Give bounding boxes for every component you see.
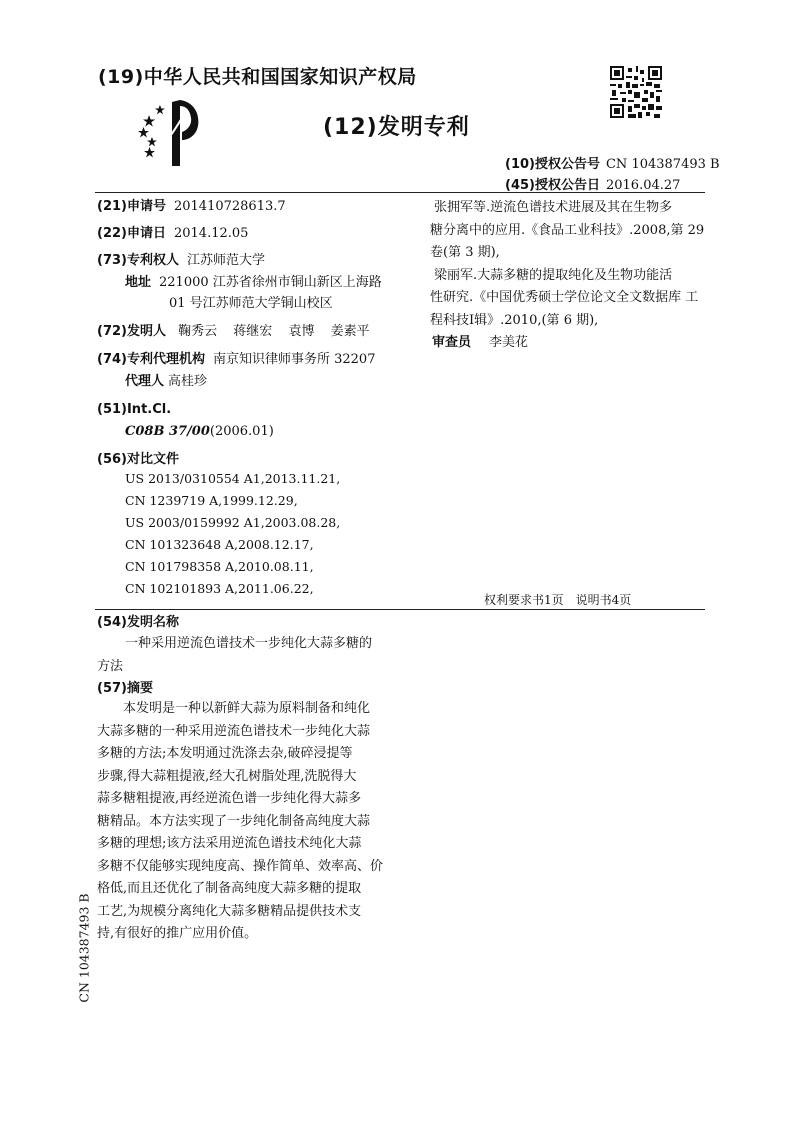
application-number-row bbox=[97, 197, 286, 217]
references-label: (56)对比文件 bbox=[97, 452, 179, 467]
application-number-label: (21)申请号 bbox=[97, 199, 166, 214]
abstract-label-text: (57)摘要 bbox=[97, 681, 153, 696]
ipc-label: (51)Int.Cl. bbox=[97, 402, 172, 417]
pub-number-row bbox=[505, 153, 720, 172]
abstract-label bbox=[97, 679, 153, 699]
title-label-text: (54)发明名称 bbox=[97, 615, 179, 630]
application-date: 2014.12.05 bbox=[173, 226, 249, 241]
agent: 高桂珍 bbox=[168, 374, 208, 389]
inventor: 鞠秀云 bbox=[178, 324, 218, 339]
address-label: 地址 bbox=[125, 275, 152, 290]
pages-info: 权利要求书1页 说明书4页 bbox=[484, 593, 632, 607]
pub-date-row bbox=[505, 174, 680, 193]
document-type: (12)发明专利 bbox=[323, 115, 470, 140]
reference-item: CN 101323648 A,2008.12.17, bbox=[125, 537, 314, 552]
title-line: 方法 bbox=[97, 658, 124, 674]
examiner-row bbox=[432, 333, 528, 353]
cnipa-logo-icon bbox=[132, 96, 202, 168]
address-row bbox=[125, 273, 382, 293]
reference-item: US 2003/0159992 A1,2003.08.28, bbox=[125, 515, 341, 530]
application-date-label: (22)申请日 bbox=[97, 226, 166, 241]
abstract-line: 工艺,为规模分离纯化大蒜多糖精品提供技术支 bbox=[97, 903, 362, 919]
pub-date-label: (45)授权公告日 bbox=[505, 178, 600, 193]
reference-item: US 2013/0310554 A1,2013.11.21, bbox=[125, 471, 341, 486]
office-name: (19)中华人民共和国国家知识产权局 bbox=[98, 66, 417, 88]
patent-owner-row bbox=[97, 251, 265, 271]
agency-row bbox=[97, 350, 375, 370]
agency: 南京知识律师事务所 32207 bbox=[212, 352, 376, 367]
ipc-classification bbox=[125, 422, 274, 442]
address-line-1: 221000 江苏省徐州市铜山新区上海路 bbox=[159, 275, 382, 290]
reference-line: 程科技Ⅰ辑》.2010,(第 6 期), bbox=[430, 312, 599, 328]
examiner-label: 审查员 bbox=[432, 335, 472, 350]
abstract-line: 糖精品。本方法实现了一步纯化制备高纯度大蒜 bbox=[97, 813, 371, 829]
agent-row bbox=[125, 372, 207, 392]
application-date-row bbox=[97, 224, 248, 244]
inventor: 蒋继宏 bbox=[233, 324, 273, 339]
abstract-line: 大蒜多糖的一种采用逆流色谱技术一步纯化大蒜 bbox=[97, 723, 371, 739]
abstract-body bbox=[97, 698, 397, 946]
reference-line: 性研究.《中国优秀硕士学位论文全文数据库 工 bbox=[430, 290, 699, 305]
qr-code-icon bbox=[610, 66, 662, 118]
abstract-line: 步骤,得大蒜粗提液,经大孔树脂处理,洗脱得大 bbox=[97, 768, 357, 784]
abstract-line: 多糖的方法;本发明通过洗涤去杂,破碎浸提等 bbox=[97, 746, 353, 761]
application-number: 201410728613.7 bbox=[173, 199, 286, 214]
reference-line: 张拥军等.逆流色谱技术进展及其在生物多 bbox=[434, 200, 673, 215]
title-line: 一种采用逆流色谱技术一步纯化大蒜多糖的 bbox=[125, 636, 373, 651]
pub-number: CN 104387493 B bbox=[605, 157, 720, 172]
abstract-line: 多糖不仅能够实现纯度高、操作简单、效率高、价 bbox=[97, 858, 384, 874]
inventors-label: (72)发明人 bbox=[97, 324, 166, 339]
abstract-line: 格低,而且还优化了制备高纯度大蒜多糖的提取 bbox=[97, 881, 362, 896]
pub-number-label: (10)授权公告号 bbox=[505, 157, 600, 172]
invention-title bbox=[97, 633, 373, 678]
ipc-code: C08B 37/00 bbox=[125, 424, 210, 439]
ipc-row bbox=[97, 400, 171, 420]
inventor: 姜素平 bbox=[330, 324, 370, 339]
reference-line: 糖分离中的应用.《食品工业科技》.2008,第 29 bbox=[430, 222, 705, 238]
pub-date: 2016.04.27 bbox=[605, 178, 681, 193]
reference-item: CN 101798358 A,2010.08.11, bbox=[125, 559, 314, 574]
reference-item: CN 102101893 A,2011.06.22, bbox=[125, 581, 314, 596]
inventors-row bbox=[97, 322, 370, 342]
patent-owner-label: (73)专利权人 bbox=[97, 253, 179, 268]
inventor: 袁博 bbox=[288, 324, 315, 339]
examiner: 李美花 bbox=[489, 335, 529, 350]
patent-owner: 江苏师范大学 bbox=[186, 253, 265, 268]
abstract-line: 多糖的理想;该方法采用逆流色谱技术纯化大蒜 bbox=[97, 836, 362, 851]
side-patent-number-text: CN 104387493 B bbox=[76, 892, 92, 1003]
abstract-line: 持,有很好的推广应用价值。 bbox=[97, 926, 258, 941]
address-line-2: 01 号江苏师范大学铜山校区 bbox=[169, 296, 333, 311]
abstract-line: 蒜多糖粗提液,再经逆流色谱一步纯化得大蒜多 bbox=[97, 791, 362, 806]
invention-title-label bbox=[97, 613, 179, 633]
reference-line: 卷(第 3 期), bbox=[430, 245, 500, 260]
section-divider bbox=[95, 609, 705, 610]
reference-item: CN 1239719 A,1999.12.29, bbox=[125, 493, 298, 508]
header-divider bbox=[95, 192, 705, 193]
non-patent-references bbox=[430, 197, 704, 332]
agency-label: (74)专利代理机构 bbox=[97, 352, 205, 367]
side-patent-number bbox=[74, 890, 94, 1005]
references-label-row bbox=[97, 450, 179, 470]
reference-line: 梁丽军.大蒜多糖的提取纯化及生物功能活 bbox=[434, 267, 673, 283]
abstract-line: 本发明是一种以新鲜大蒜为原料制备和纯化 bbox=[123, 701, 371, 716]
ipc-version: (2006.01) bbox=[209, 424, 274, 439]
agent-label: 代理人 bbox=[125, 374, 165, 389]
